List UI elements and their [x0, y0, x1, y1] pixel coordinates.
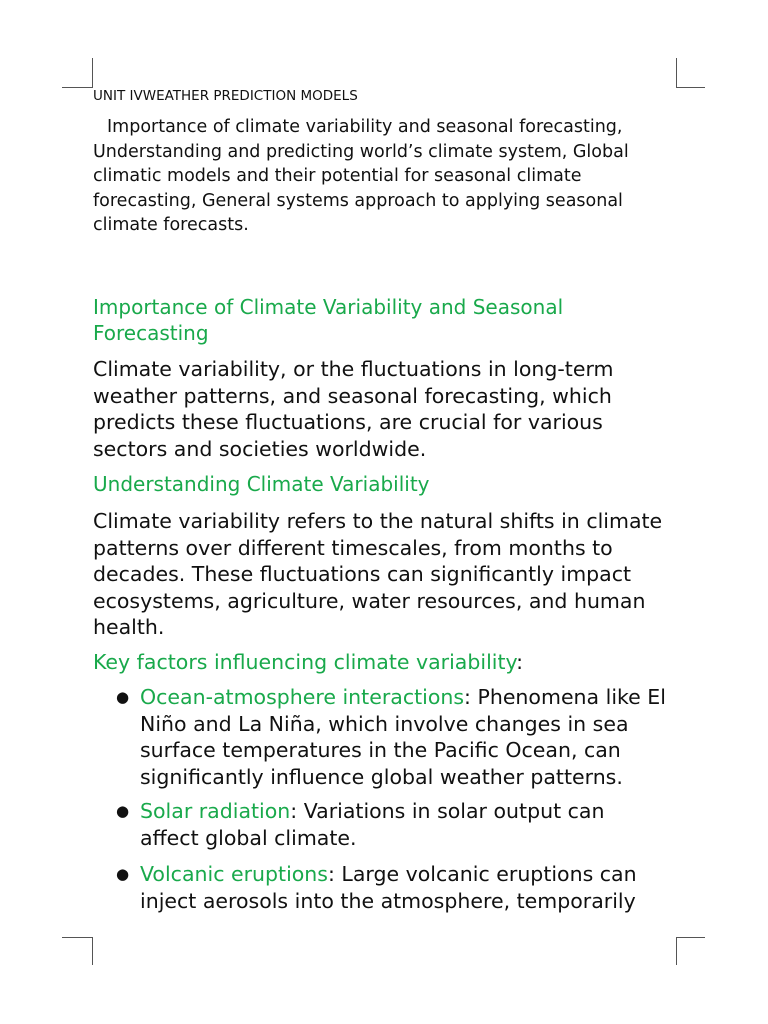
intro-text: Importance of climate variability and seasonal forecasting, Understanding and predicting world’s climate system, Global climatic models and their potential for seasonal climate forecasting, General systems approach to applying seasonal climate forecasts. [93, 117, 629, 235]
section-heading-understanding: Understanding Climate Variability [93, 472, 430, 496]
crop-mark-top-right-h [677, 87, 705, 88]
list-item-text: : Phenomena like El Niño and La Niña, which involve changes in sea surface temperatures in the Pacific Ocean, can significantly influence global weather patterns. [140, 685, 666, 789]
bullet-icon: ● [116, 802, 130, 820]
list-item-term: Solar radiation [140, 799, 291, 823]
list-item-volcanic-eruptions [140, 861, 668, 914]
key-factors-label: Key factors influencing climate variability [93, 650, 517, 674]
section-heading-importance: Importance of Climate Variability and Seasonal Forecasting [93, 295, 564, 345]
list-item-ocean-atmosphere [140, 684, 668, 790]
key-factors-colon: : [516, 650, 524, 674]
crop-mark-bottom-right-v [676, 937, 677, 965]
list-item-term: Ocean-atmosphere interactions [140, 685, 465, 709]
key-factors-heading [93, 649, 663, 676]
list-item-text: : Variations in solar output can affect global climate. [140, 799, 605, 850]
intro-paragraph [93, 115, 653, 238]
bullet-icon: ● [116, 688, 130, 706]
section-body-understanding: Climate variability refers to the natural shifts in climate patterns over different timescales, from months to decades. These fluctuations can significantly impact ecosystems, agriculture, water resources, and human health. [93, 509, 663, 639]
crop-mark-top-left-h [62, 87, 92, 88]
list-item-text: : Large volcanic eruptions can inject aerosols into the atmosphere, temporarily [140, 862, 637, 913]
list-item-solar-radiation [140, 798, 668, 851]
bullet-icon: ● [116, 865, 130, 883]
crop-mark-bottom-left-h [62, 937, 92, 938]
section-body-importance: Climate variability, or the fluctuations in long-term weather patterns, and seasonal forecasting, which predicts these fluctuations, are crucial for various sectors and societies worldwide. [93, 357, 614, 461]
crop-mark-bottom-left-v [92, 937, 93, 965]
list-item-term: Volcanic eruptions [140, 862, 328, 886]
crop-mark-bottom-right-h [677, 937, 705, 938]
crop-mark-top-right-v [676, 58, 677, 88]
page-header: UNIT IVWEATHER PREDICTION MODELS [93, 88, 358, 104]
crop-mark-top-left-v [92, 58, 93, 88]
